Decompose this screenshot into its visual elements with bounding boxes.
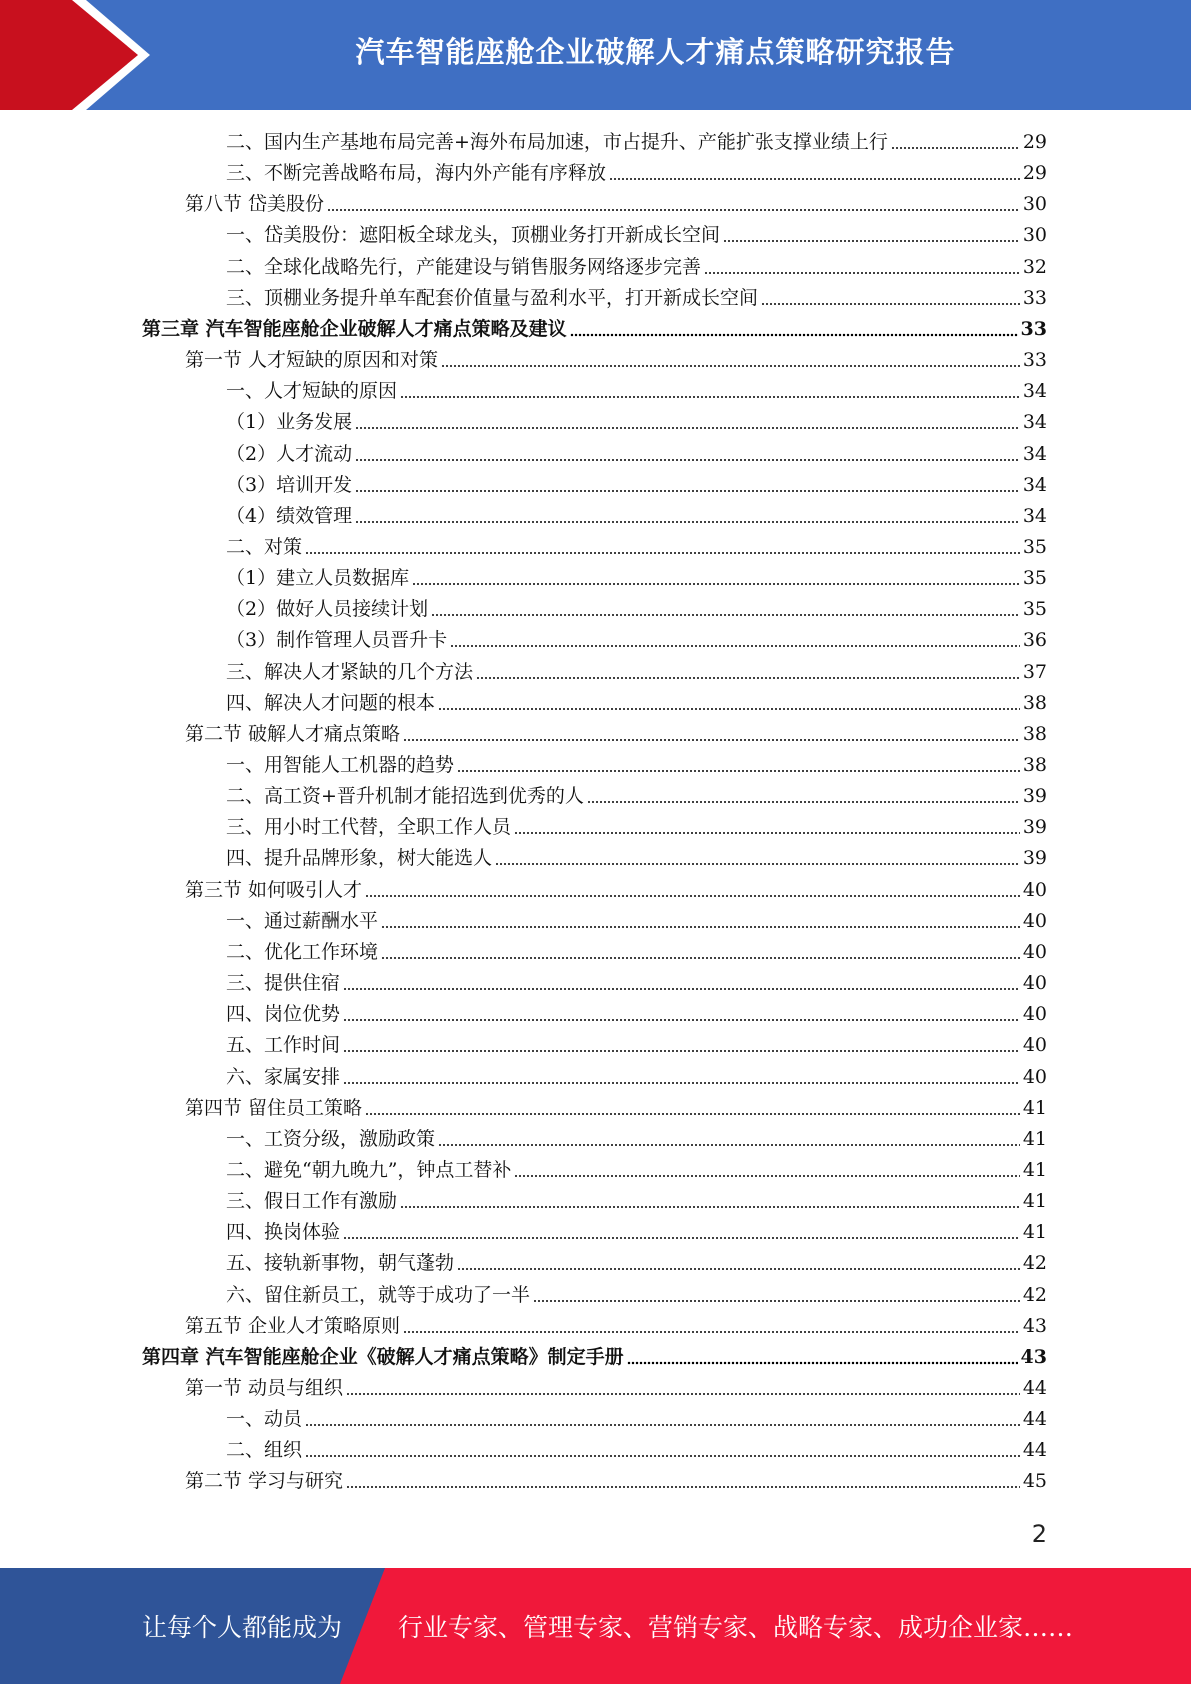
toc-page-number: 34 (1022, 504, 1047, 527)
toc-entry-title: （1）建立人员数据库 (226, 567, 410, 590)
footer-slogan-right: 行业专家、管理专家、营销专家、战略专家、成功企业家…… (398, 1613, 1074, 1642)
toc-item-row[interactable] (226, 906, 1047, 937)
toc-entry-title: 第四章 汽车智能座舱企业《破解人才痛点策略》制定手册 (142, 1345, 624, 1368)
toc-page-number: 33 (1022, 349, 1047, 372)
toc-entry-title: 六、留住新员工，就等于成功了一半 (226, 1283, 531, 1306)
toc-page-number: 41 (1022, 1096, 1047, 1119)
toc-page-number: 38 (1022, 691, 1047, 714)
toc-page-number: 40 (1022, 940, 1047, 963)
toc-entry-title: 三、提供住宿 (226, 972, 341, 995)
toc-page-number: 40 (1022, 972, 1047, 995)
dot-leader (343, 987, 1020, 991)
page-number: 2 (1031, 1520, 1047, 1548)
dot-leader (761, 302, 1020, 306)
toc-item-row[interactable] (226, 470, 1047, 501)
toc-item-row[interactable] (226, 688, 1047, 719)
red-chevron-icon (0, 0, 138, 110)
toc-page-number: 30 (1022, 224, 1047, 247)
dot-leader (346, 1485, 1020, 1489)
toc-page-number: 41 (1022, 1221, 1047, 1244)
toc-entry-title: 第一节 人才短缺的原因和对策 (185, 349, 439, 372)
toc-item-row[interactable] (226, 781, 1047, 812)
toc-page-number: 40 (1022, 878, 1047, 901)
dot-leader (627, 1361, 1018, 1365)
toc-section-row[interactable] (185, 345, 1047, 376)
toc-entry-title: 二、组织 (226, 1439, 303, 1462)
toc-item-row[interactable] (226, 501, 1047, 532)
dot-leader (438, 1143, 1020, 1147)
toc-entry-title: （2）做好人员接续计划 (226, 598, 429, 621)
dot-leader (343, 1049, 1020, 1053)
toc-entry-title: 二、避免“朝九晚九”，钟点工替补 (226, 1158, 512, 1181)
toc-page-number: 33 (1020, 317, 1047, 340)
toc-item-row[interactable] (226, 283, 1047, 314)
toc-page-number: 43 (1020, 1345, 1047, 1368)
dot-leader (355, 458, 1020, 462)
toc-item-row[interactable] (226, 1248, 1047, 1279)
toc-item-row[interactable] (226, 1186, 1047, 1217)
dot-leader (400, 1205, 1020, 1209)
toc-page-number: 40 (1022, 909, 1047, 932)
toc-item-row[interactable] (226, 1030, 1047, 1061)
toc-page-number: 41 (1022, 1190, 1047, 1213)
dot-leader (495, 862, 1020, 866)
dot-leader (327, 208, 1020, 212)
toc-item-row[interactable] (226, 220, 1047, 251)
toc-entry-title: 二、全球化战略先行，产能建设与销售服务网络逐步完善 (226, 255, 702, 278)
toc-page-number: 35 (1022, 535, 1047, 558)
dot-leader (343, 1236, 1020, 1240)
toc-item-row[interactable] (226, 158, 1047, 189)
dot-leader (457, 1267, 1020, 1271)
toc-entry-title: （4）绩效管理 (226, 504, 353, 527)
toc-entry-title: 二、优化工作环境 (226, 940, 379, 963)
toc-entry-title: 第五节 企业人才策略原则 (185, 1314, 401, 1337)
dot-leader (514, 1174, 1019, 1178)
toc-entry-title: 三、假日工作有激励 (226, 1190, 398, 1213)
toc-page-number: 38 (1022, 754, 1047, 776)
toc-item-row[interactable] (226, 1435, 1047, 1466)
toc-section-row[interactable] (185, 1093, 1047, 1124)
toc-entry-title: 三、顶棚业务提升单车配套价值量与盈利水平，打开新成长空间 (226, 286, 759, 309)
dot-leader (438, 707, 1020, 711)
dot-leader (305, 1423, 1020, 1427)
toc-entry-title: 三、解决人才紧缺的几个方法 (226, 660, 474, 683)
toc-entry-title: 一、岱美股份：遮阳板全球龙头，顶棚业务打开新成长空间 (226, 224, 721, 247)
toc-item-row[interactable] (226, 594, 1047, 625)
toc-entry-title: 第一节 动员与组织 (185, 1377, 344, 1399)
toc-item-row[interactable] (226, 625, 1047, 656)
toc-page-number: 41 (1022, 1158, 1047, 1181)
toc-entry-title: 三、不断完善战略布局，海内外产能有序释放 (226, 162, 607, 185)
toc-entry-title: 一、动员 (226, 1408, 303, 1431)
toc-entry-title: （1）业务发展 (226, 411, 353, 434)
toc-item-row[interactable] (226, 1155, 1047, 1186)
dot-leader (343, 1081, 1020, 1085)
toc-section-row[interactable] (185, 719, 1047, 750)
toc-item-row[interactable] (226, 843, 1047, 874)
toc-entry-title: 一、通过薪酬水平 (226, 909, 379, 932)
toc-page-number: 30 (1022, 193, 1047, 216)
toc-entry-title: （2）人才流动 (226, 442, 353, 465)
toc-item-row[interactable] (226, 999, 1047, 1030)
dot-leader (514, 831, 1020, 835)
toc-item-row[interactable] (226, 563, 1047, 594)
toc-page-number: 35 (1022, 567, 1047, 590)
toc-section-row[interactable] (185, 1466, 1047, 1497)
toc-entry-title: 二、对策 (226, 535, 303, 558)
toc-page-number: 37 (1022, 660, 1047, 683)
toc-entry-title: 四、换岗体验 (226, 1221, 341, 1244)
toc-page-number: 44 (1022, 1439, 1047, 1462)
toc-item-row[interactable] (226, 937, 1047, 968)
dot-leader (431, 613, 1020, 617)
toc-item-row[interactable] (226, 127, 1047, 158)
toc-item-row[interactable] (226, 1124, 1047, 1155)
dot-leader (343, 1018, 1020, 1022)
toc-page-number: 35 (1022, 598, 1047, 621)
dot-leader (365, 894, 1020, 898)
toc-item-row[interactable] (226, 1404, 1047, 1435)
toc-entry-title: 四、岗位优势 (226, 1003, 341, 1026)
toc-entry-title: 第三章 汽车智能座舱企业破解人才痛点策略及建议 (142, 317, 567, 340)
toc-entry-title: 一、人才短缺的原因 (226, 380, 398, 403)
footer-banner (0, 1568, 1191, 1684)
toc-page-number: 45 (1022, 1470, 1047, 1493)
toc-entry-title: 六、家属安排 (226, 1065, 341, 1088)
toc-section-row[interactable] (185, 1311, 1047, 1342)
toc-page-number: 34 (1022, 380, 1047, 403)
toc-entry-title: 第八节 岱美股份 (185, 193, 325, 216)
toc-page-number: 39 (1022, 816, 1047, 839)
dot-leader (365, 1112, 1020, 1116)
dot-leader (533, 1299, 1020, 1303)
dot-leader (381, 925, 1020, 929)
dot-leader (400, 395, 1020, 399)
toc-entry-title: （3）培训开发 (226, 473, 353, 496)
toc-entry-title: 三、用小时工代替，全职工作人员 (226, 816, 512, 839)
toc-section-row[interactable] (185, 875, 1047, 906)
toc-page-number: 41 (1022, 1127, 1047, 1150)
toc-item-row[interactable] (226, 252, 1047, 283)
toc-item-row[interactable] (226, 532, 1047, 563)
dot-leader (476, 676, 1020, 680)
dot-leader (570, 333, 1018, 337)
dot-leader (891, 146, 1020, 150)
toc-item-row[interactable] (226, 968, 1047, 999)
toc-page-number: 33 (1022, 286, 1047, 309)
toc-page-number: 36 (1022, 629, 1047, 652)
toc-page-number: 34 (1022, 442, 1047, 465)
dot-leader (355, 426, 1020, 430)
toc-item-row[interactable] (226, 1062, 1047, 1093)
toc-page-number: 43 (1022, 1314, 1047, 1337)
toc-chapter-row[interactable] (142, 314, 1047, 345)
toc-item-row[interactable] (226, 657, 1047, 688)
toc-section-row[interactable] (185, 189, 1047, 220)
toc-entry-title: 第二节 破解人才痛点策略 (185, 722, 401, 745)
toc-entry-title: 四、提升品牌形象，树大能选人 (226, 847, 493, 870)
dot-leader (305, 1454, 1020, 1458)
toc-page-number: 29 (1022, 131, 1047, 153)
toc-page-number: 40 (1022, 1065, 1047, 1088)
dot-leader (441, 364, 1020, 368)
toc-entry-title: 二、国内生产基地布局完善+海外布局加速，市占提升、产能扩张支撑业绩上行 (226, 131, 888, 153)
toc-entry-title: 二、高工资+晋升机制才能招选到优秀的人 (226, 785, 584, 808)
toc-page-number: 34 (1022, 473, 1047, 496)
dot-leader (346, 1392, 1020, 1396)
toc-section-row[interactable] (185, 1373, 1047, 1404)
dot-leader (450, 644, 1020, 648)
dot-leader (457, 769, 1020, 773)
report-title: 汽车智能座舱企业破解人才痛点策略研究报告 (355, 34, 956, 69)
dot-leader (587, 800, 1020, 804)
toc-page-number: 32 (1022, 255, 1047, 278)
toc-entry-title: 五、工作时间 (226, 1034, 341, 1057)
toc-entry-title: 四、解决人才问题的根本 (226, 691, 436, 714)
dot-leader (355, 489, 1020, 493)
toc-page-number: 42 (1022, 1283, 1047, 1306)
toc-item-row[interactable] (226, 1280, 1047, 1311)
toc-page-number: 40 (1022, 1034, 1047, 1057)
toc-item-row[interactable] (226, 750, 1047, 781)
toc-entry-title: 五、接轨新事物，朝气蓬勃 (226, 1252, 455, 1275)
toc-page-number: 40 (1022, 1003, 1047, 1026)
dot-leader (704, 271, 1020, 275)
toc-page-number: 42 (1022, 1252, 1047, 1275)
toc-item-row[interactable] (226, 812, 1047, 843)
toc-page-number: 44 (1022, 1377, 1047, 1399)
header-banner (0, 0, 1191, 110)
toc-item-row[interactable] (226, 1217, 1047, 1248)
toc-entry-title: 一、用智能人工机器的趋势 (226, 754, 455, 776)
toc-page-number: 34 (1022, 411, 1047, 434)
toc-item-row[interactable] (226, 439, 1047, 470)
dot-leader (305, 551, 1020, 555)
dot-leader (355, 520, 1020, 524)
toc-entry-title: 第二节 学习与研究 (185, 1470, 344, 1493)
toc-chapter-row[interactable] (142, 1342, 1047, 1373)
toc-entry-title: 第三节 如何吸引人才 (185, 878, 363, 901)
toc-item-row[interactable] (226, 376, 1047, 407)
toc-page-number: 39 (1022, 785, 1047, 808)
toc-entry-title: （3）制作管理人员晋升卡 (226, 629, 448, 652)
toc-page-number: 29 (1022, 162, 1047, 185)
toc-entry-title: 一、工资分级，激励政策 (226, 1127, 436, 1150)
toc-page-number: 38 (1022, 722, 1047, 745)
toc-entry-title: 第四节 留住员工策略 (185, 1096, 363, 1119)
toc-page-number: 39 (1022, 847, 1047, 870)
footer-slogan-left: 让每个人都能成为 (142, 1613, 343, 1642)
dot-leader (609, 177, 1020, 181)
dot-leader (403, 1330, 1020, 1334)
dot-leader (381, 956, 1020, 960)
toc-page-number: 44 (1022, 1408, 1047, 1431)
dot-leader (403, 738, 1020, 742)
dot-leader (412, 582, 1020, 586)
dot-leader (723, 239, 1020, 243)
toc-item-row[interactable] (226, 407, 1047, 438)
